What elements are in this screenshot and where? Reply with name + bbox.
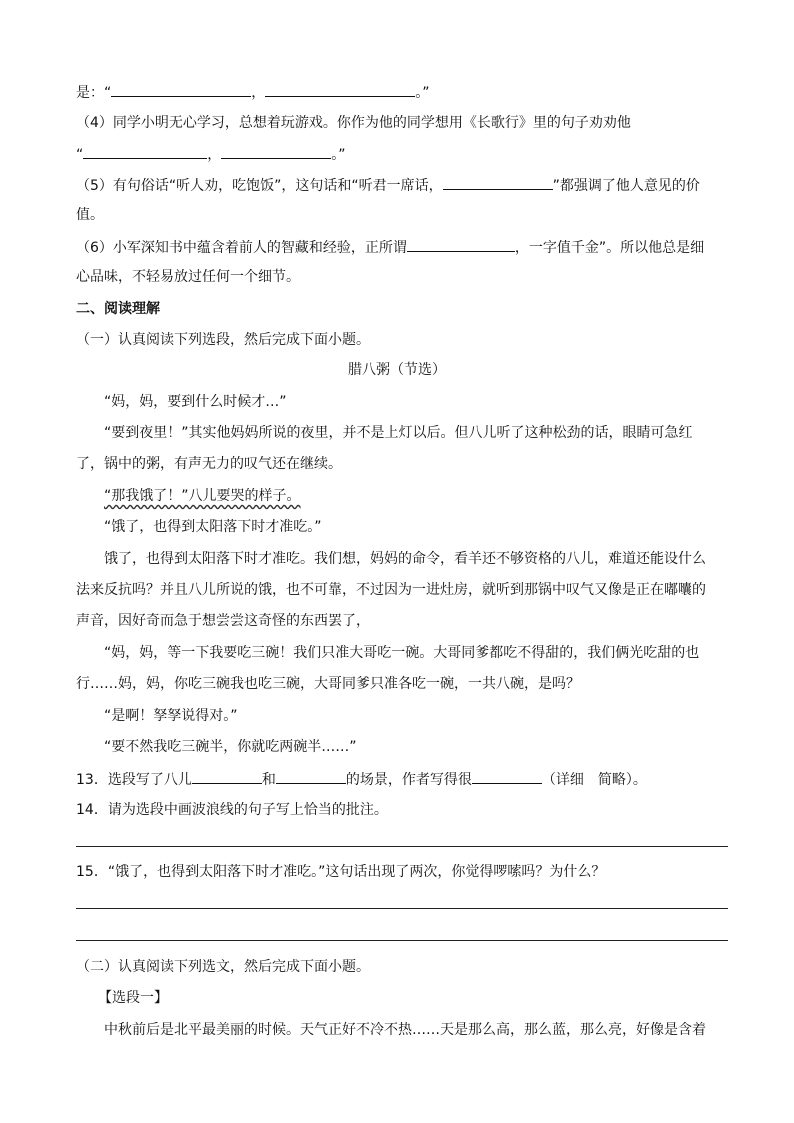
passage-paragraph-cont: 了，锅中的粥，有声无力的叹气还在继续。: [76, 456, 342, 472]
q5-line: [76, 175, 700, 196]
question-15: 15．“饿了，也得到太阳落下时才准吃。”这句话出现了两次，你觉得啰嗦吗？为什么？: [76, 864, 606, 880]
passage-paragraph: “妈，妈，要到什么时候才…”: [104, 394, 287, 410]
blank-field[interactable]: [265, 82, 415, 97]
part1-instruction: （一）认真阅读下列选段，然后完成下面小题。: [76, 332, 370, 348]
answer-line[interactable]: [76, 940, 728, 941]
q6-text-a: （6）小军深知书中蕴含着前人的智藏和经验，正所谓: [76, 240, 407, 256]
q4-answer-line: [76, 144, 346, 165]
passage-paragraph: 中秋前后是北平最美丽的时候。天气正好不冷不热……天是那么高，那么蓝，那么亮，好像是含着: [104, 1022, 706, 1038]
q4-text: （4）同学小明无心学习，总想着玩游戏。你作为他的同学想用《长歌行》里的句子劝劝他: [76, 115, 631, 131]
passage-paragraph: “要到夜里！”其实他妈妈所说的夜里，并不是上灯以后。但八儿听了这种松劲的话，眼睛可急红: [104, 425, 693, 441]
blank-field[interactable]: [443, 175, 553, 190]
q6-line: [76, 237, 704, 258]
passage-paragraph: “是啊！孥孥说得对。”: [104, 708, 238, 724]
q5-text-c: 值。: [76, 207, 104, 223]
quote-open-text: “: [76, 147, 84, 163]
wavy-text: “那我饿了！”八儿要哭的样子。: [104, 488, 301, 504]
passage-paragraph: “饿了，也得到太阳落下时才准吃。”: [104, 519, 322, 535]
q5-text-a: （5）有句俗话“听人劝，吃饱饭”，这句话和“听君一席话，: [76, 178, 443, 194]
passage-paragraph: “要不然我吃三碗半，你就吃两碗半……”: [104, 739, 357, 755]
passage-paragraph-cont: 行……妈，妈，你吃三碗我也吃三碗，大哥同爹只准各吃一碗，一共八碗，是吗？: [76, 676, 580, 692]
answer-line[interactable]: [76, 908, 728, 909]
q13-text-a: 13．选段写了八儿: [76, 772, 192, 788]
blank-field[interactable]: [276, 769, 346, 784]
wavy-underlined-sentence: [104, 486, 301, 506]
blank-field[interactable]: [192, 769, 262, 784]
blank-field[interactable]: [83, 144, 207, 159]
quote-close-text: 。”: [331, 147, 346, 163]
q13-text-d: （详细 简略）。: [541, 772, 647, 788]
blank-field[interactable]: [111, 82, 251, 97]
q13-text-b: 和: [261, 772, 276, 788]
passage-paragraph-cont: 法来反抗吗？并且八儿所说的饿，也不可靠，不过因为一进灶房，就听到那锅中叹气又像是正在嘟囔的: [76, 582, 706, 598]
answer-line[interactable]: [76, 846, 728, 847]
question-14: 14．请为选段中画波浪线的句子写上恰当的批注。: [76, 802, 388, 818]
q3-answer-line: [76, 82, 430, 103]
comma-text: ，: [207, 147, 222, 163]
passage-paragraph: 饿了，也得到太阳落下时才准吃。我们想，妈妈的命令，看羊还不够资格的八儿，难道还能设什么: [104, 551, 706, 567]
part2-instruction: （二）认真阅读下列选文，然后完成下面小题。: [76, 959, 370, 975]
passage-paragraph: “妈，妈，等一下我要吃三碗！我们只准大哥吃一碗。大哥同爹都吃不得甜的，我们俩光吃甜的也: [104, 645, 700, 661]
comma-text: ，: [251, 85, 266, 101]
q5-text-b: ”都强调了他人意见的价: [552, 178, 700, 194]
blank-field[interactable]: [407, 237, 515, 252]
blank-field[interactable]: [472, 769, 542, 784]
q13-text-c: 的场景，作者写得很: [345, 772, 472, 788]
q6-text-b: ，一字值千金”。所以他总是细: [514, 240, 705, 256]
passage-paragraph-cont: 声音，因好奇而急于想尝尝这奇怪的东西罢了，: [76, 613, 370, 629]
q6-text-c: 心品味，不轻易放过任何一个细节。: [76, 269, 300, 285]
section-heading: 二、阅读理解: [76, 301, 160, 317]
excerpt-label: 【选段一】: [98, 990, 168, 1006]
question-13: [76, 769, 647, 790]
blank-field[interactable]: [221, 144, 331, 159]
q3-prefix: 是：“: [76, 85, 112, 101]
passage-title: 腊八粥（节选）: [348, 362, 446, 378]
quote-close-text: 。”: [415, 85, 430, 101]
